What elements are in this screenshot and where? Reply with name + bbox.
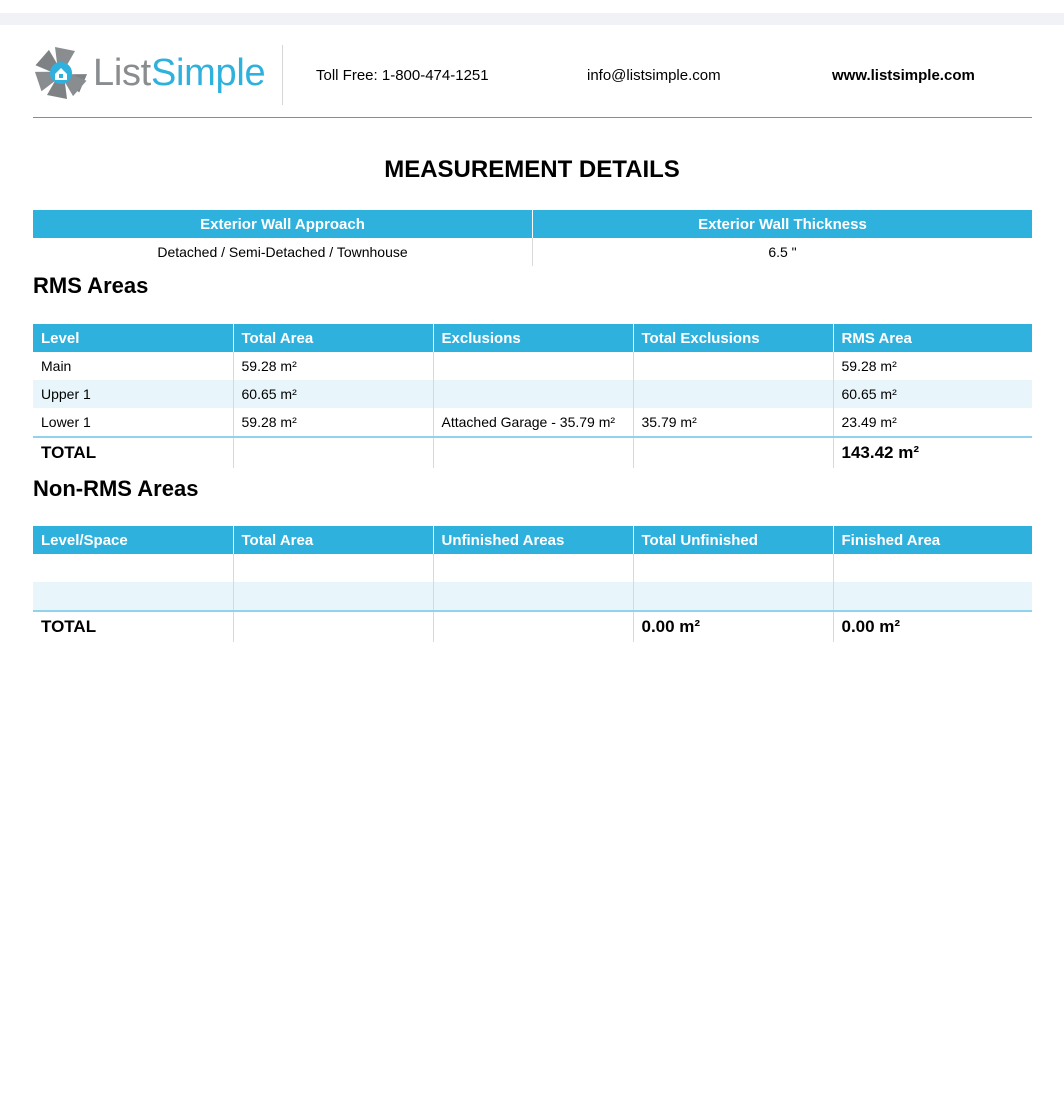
cell-level-space	[33, 582, 233, 611]
logo-wordmark	[93, 45, 265, 101]
top-strip	[0, 13, 1064, 25]
page-title: MEASUREMENT DETAILS	[384, 156, 680, 183]
cell-level: Main	[41, 358, 72, 374]
table-header-row	[33, 526, 1032, 554]
email-address[interactable]: info@listsimple.com	[587, 67, 721, 84]
header-exterior-wall-thickness: Exterior Wall Thickness	[533, 210, 1033, 238]
total-label: TOTAL	[33, 611, 233, 642]
top-bar	[0, 0, 1064, 13]
table-row	[33, 554, 1032, 582]
table-header-row	[33, 324, 1032, 352]
cell-total-area	[233, 554, 433, 582]
cell-total-area: 59.28 m²	[233, 352, 433, 380]
cell-exclusions	[433, 352, 633, 380]
exterior-wall-thickness-value: 6.5 "	[533, 238, 1033, 266]
cell-finished-area	[833, 554, 1032, 582]
table-row	[33, 380, 1032, 408]
table-row	[33, 582, 1032, 611]
total-finished-area: 0.00 m²	[833, 611, 1032, 642]
table-row	[33, 238, 1032, 266]
total-rms-area: 143.42 m²	[833, 437, 1032, 468]
total-exclusions	[433, 437, 633, 468]
total-total-exclusions	[633, 437, 833, 468]
header-divider	[282, 45, 283, 105]
cell-unfinished-areas	[433, 554, 633, 582]
header-total-area: Total Area	[233, 324, 433, 352]
cell-unfinished-areas	[433, 582, 633, 611]
listsimple-logo	[33, 45, 265, 101]
phone-number: Toll Free: 1-800-474-1251	[316, 67, 489, 84]
table-row	[33, 408, 1032, 437]
non-rms-areas-heading: Non-RMS Areas	[33, 476, 199, 501]
cell-level: Upper 1	[33, 380, 233, 408]
header-level: Level	[33, 324, 233, 352]
cell-rms-area: 59.28 m²	[833, 352, 1032, 380]
header-unfinished-areas: Unfinished Areas	[433, 526, 633, 554]
rms-areas-heading: RMS Areas	[33, 273, 149, 298]
cell-level-space	[33, 554, 233, 582]
table-row	[33, 352, 1032, 380]
table-header-row	[33, 210, 1032, 238]
website-link[interactable]: www.listsimple.com	[832, 67, 975, 84]
cell-total-area: 60.65 m²	[233, 380, 433, 408]
cell-total-unfinished	[633, 554, 833, 582]
header-exclusions: Exclusions	[433, 324, 633, 352]
header-total-unfinished: Total Unfinished	[633, 526, 833, 554]
logo-text-simple: Simple	[150, 52, 266, 94]
rms-areas-table	[33, 324, 1032, 468]
cell-total-exclusions	[633, 380, 833, 408]
total-unfinished-areas	[433, 611, 633, 642]
cell-rms-area: 60.65 m²	[833, 380, 1032, 408]
cell-total-area	[233, 582, 433, 611]
cell-level: Lower 1	[41, 414, 91, 430]
total-total-area	[233, 437, 433, 468]
logo-text-list: List	[93, 52, 151, 94]
cell-total-exclusions: 35.79 m²	[633, 408, 833, 437]
total-row	[33, 611, 1032, 642]
header-total-exclusions: Total Exclusions	[633, 324, 833, 352]
aperture-house-icon	[33, 45, 89, 101]
cell-total-unfinished	[633, 582, 833, 611]
total-label: TOTAL	[33, 437, 233, 468]
header-exterior-wall-approach: Exterior Wall Approach	[33, 210, 533, 238]
cell-exclusions	[433, 380, 633, 408]
cell-rms-area: 23.49 m²	[833, 408, 1032, 437]
cell-total-exclusions	[633, 352, 833, 380]
total-total-unfinished: 0.00 m²	[633, 611, 833, 642]
non-rms-areas-table	[33, 526, 1032, 642]
exterior-wall-approach-value: Detached / Semi-Detached / Townhouse	[157, 244, 408, 260]
header-rms-area: RMS Area	[833, 324, 1032, 352]
cell-total-area: 59.28 m²	[233, 408, 433, 437]
exterior-wall-table	[33, 210, 1032, 266]
total-total-area	[233, 611, 433, 642]
header-level-space: Level/Space	[33, 526, 233, 554]
header-total-area: Total Area	[233, 526, 433, 554]
header-finished-area: Finished Area	[833, 526, 1032, 554]
cell-finished-area	[833, 582, 1032, 611]
total-row	[33, 437, 1032, 468]
cell-exclusions: Attached Garage - 35.79 m²	[433, 408, 633, 437]
page-header	[33, 40, 1032, 118]
